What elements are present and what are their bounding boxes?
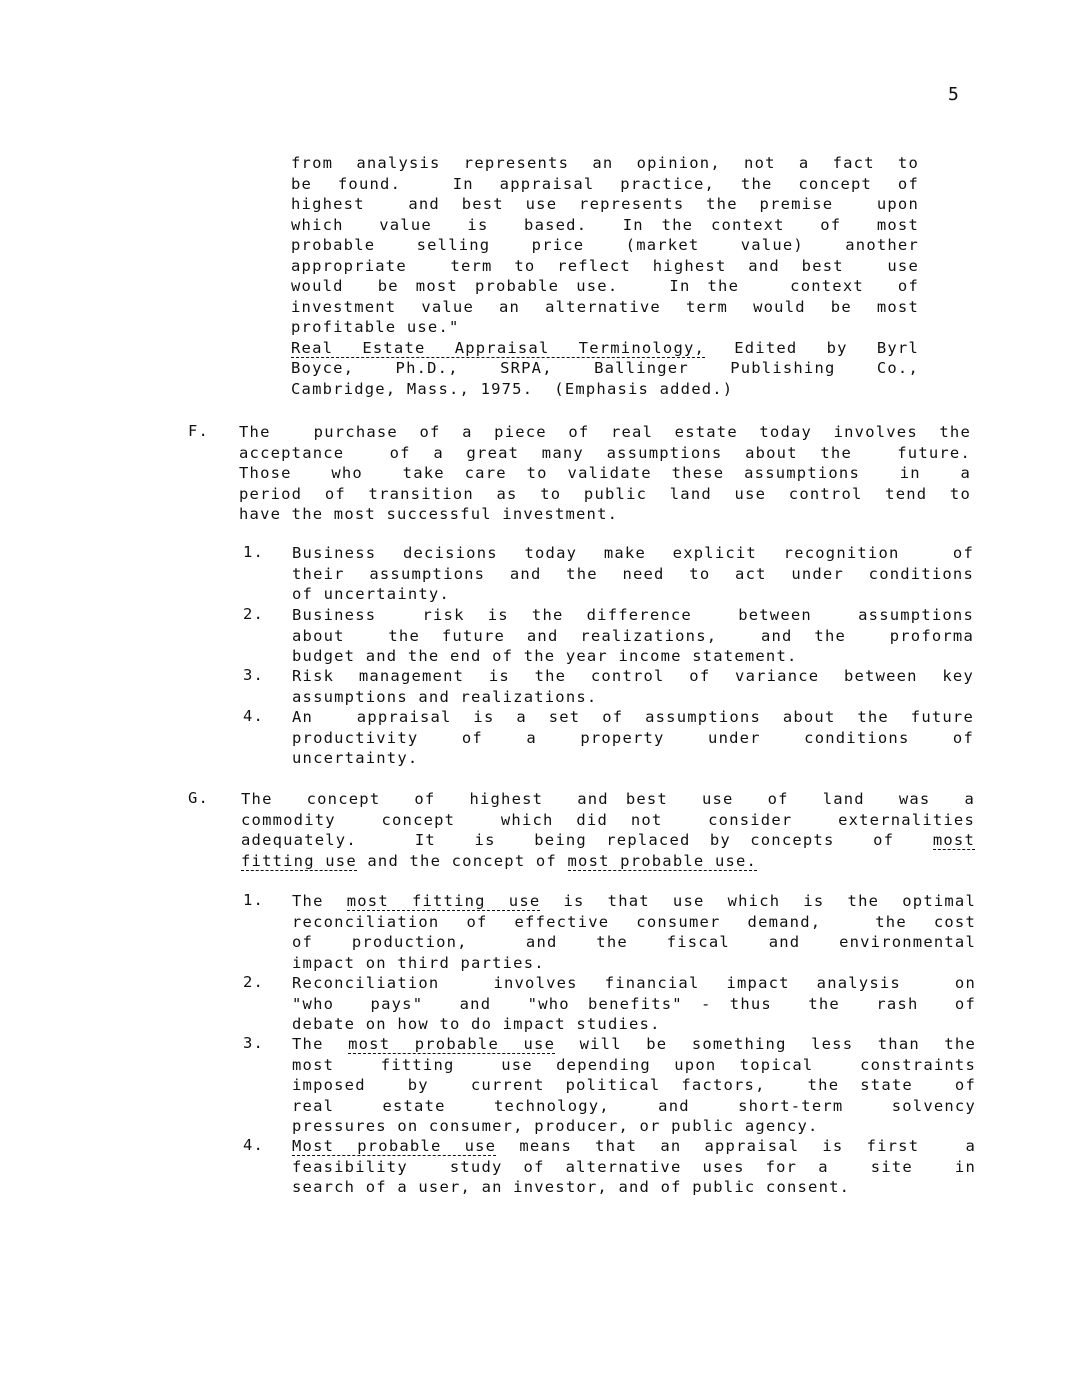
- quote-line: from analysis represents an opinion, not a fact to: [291, 154, 919, 172]
- emphasis-most-probable-use: most probable use: [348, 1035, 556, 1053]
- list-item-line: their assumptions and the need to act under conditions: [292, 564, 974, 583]
- list-item-line: uncertainty.: [292, 749, 419, 767]
- section-marker-g: G.: [188, 789, 210, 807]
- item-number: 1.: [243, 891, 265, 909]
- paragraph-line: The purchase of a piece of real estate today involves the: [239, 423, 971, 441]
- paragraph-line: have the most successful investment.: [239, 505, 619, 523]
- list-item-line: feasibility study of alternative uses for a site in: [292, 1157, 976, 1176]
- emphasis-most: most: [932, 831, 975, 849]
- citation-title: Real Estate Appraisal Terminology,: [291, 338, 706, 357]
- citation-editor: Edited by Byrl: [705, 338, 919, 357]
- list-item-line: search of a user, an investor, and of public consent.: [292, 1178, 851, 1196]
- list-item-line: impact on third parties.: [292, 953, 545, 972]
- paragraph-text: and the concept of: [356, 851, 568, 870]
- quote-line: would be most probable use. In the context of: [291, 277, 919, 295]
- list-item-text: The: [292, 1035, 349, 1053]
- citation-line: Cambridge, Mass., 1975. (Emphasis added.): [291, 379, 734, 398]
- emphasis-most-fitting-use: fitting use: [241, 851, 357, 870]
- list-item-line: reconciliation of effective consumer demand, the cost: [292, 912, 976, 931]
- paragraph-line: The concept of highest and best use of land was a: [241, 790, 975, 808]
- item-number: 4.: [243, 707, 265, 725]
- list-item-line: productivity of a property under conditions of: [292, 728, 974, 747]
- list-item: [292, 891, 976, 973]
- list-item-line: debate on how to do impact studies.: [292, 1015, 661, 1033]
- list-item-line: [292, 1136, 976, 1157]
- paragraph-line: acceptance of a great many assumptions about the future.: [239, 443, 971, 462]
- item-number: 2.: [243, 605, 265, 623]
- list-item-line: of uncertainty.: [292, 585, 450, 603]
- list-item: [292, 543, 974, 605]
- list-item-line: Business decisions today make explicit recognition of: [292, 544, 974, 562]
- quote-line: highest and best use represents the premise upon: [291, 195, 919, 213]
- section-marker-f: F.: [188, 422, 210, 440]
- list-item-text: The: [292, 892, 347, 910]
- list-item-line: Reconciliation involves financial impact analysis on: [292, 974, 976, 992]
- list-item-line: budget and the end of the year income statement.: [292, 647, 798, 665]
- citation-line: [291, 338, 919, 359]
- list-item-text: will be something less than the: [555, 1035, 976, 1053]
- paragraph-line: [241, 830, 975, 851]
- paragraph-text: adequately. It is being replaced by concepts of: [241, 831, 933, 849]
- list-item-text: is that use which is the optimal: [540, 892, 976, 910]
- list-item: [292, 605, 974, 667]
- list-item-line: "who pays" and "who benefits" - thus the rash of: [292, 994, 976, 1013]
- list-item-line: assumptions and realizations.: [292, 687, 598, 706]
- emphasis-most-probable-use: most probable use.: [567, 851, 758, 870]
- emphasis-most-probable-use: Most probable use: [292, 1137, 497, 1155]
- quote-line: investment value an alternative term would be most: [291, 297, 919, 316]
- quote-line: profitable use.": [291, 318, 460, 336]
- item-number: 3.: [243, 1034, 265, 1052]
- page-number: 5: [948, 84, 959, 105]
- paragraph-line: period of transition as to public land use control tend to: [239, 484, 971, 503]
- paragraph-line: commodity concept which did not consider externalities: [241, 810, 975, 829]
- quote-line: be found. In appraisal practice, the concept of: [291, 174, 919, 193]
- paragraph-line: [241, 851, 975, 872]
- quote-block: [291, 153, 919, 399]
- paragraph-line: Those who take care to validate these assumptions in a: [239, 464, 971, 482]
- list-item-line: An appraisal is a set of assumptions about the future: [292, 708, 974, 726]
- citation-line: Boyce, Ph.D., SRPA, Ballinger Publishing Co.,: [291, 359, 919, 377]
- item-number: 4.: [243, 1136, 265, 1154]
- list-item-line: pressures on consumer, producer, or public agency.: [292, 1117, 819, 1135]
- list-item: [292, 1136, 976, 1198]
- item-number: 1.: [243, 543, 265, 561]
- list-item-line: [292, 891, 976, 912]
- list-item-line: [292, 1034, 976, 1055]
- quote-line: probable selling price (market value) another: [291, 236, 919, 254]
- item-number: 3.: [243, 666, 265, 684]
- emphasis-most-fitting-use: most fitting use: [346, 892, 541, 910]
- section-f-paragraph: [239, 422, 971, 525]
- section-g-paragraph: [241, 789, 975, 871]
- list-item: [292, 973, 976, 1035]
- list-item: [292, 666, 974, 707]
- list-item-line: imposed by current political factors, the state of: [292, 1076, 976, 1094]
- list-item-line: of production, and the fiscal and environmental: [292, 933, 976, 951]
- list-item: [292, 707, 974, 769]
- list-item-line: most fitting use depending upon topical constraints: [292, 1055, 976, 1074]
- list-item-line: Risk management is the control of variance between key: [292, 667, 974, 685]
- list-item-line: about the future and realizations, and the proforma: [292, 626, 974, 645]
- list-item: [292, 1034, 976, 1137]
- quote-line: appropriate term to reflect highest and best use: [291, 256, 919, 275]
- list-item-line: real estate technology, and short-term solvency: [292, 1096, 976, 1115]
- list-item-text: means that an appraisal is first a: [496, 1137, 976, 1155]
- list-item-line: Business risk is the difference between assumptions: [292, 606, 974, 624]
- quote-line: which value is based. In the context of most: [291, 215, 919, 234]
- item-number: 2.: [243, 973, 265, 991]
